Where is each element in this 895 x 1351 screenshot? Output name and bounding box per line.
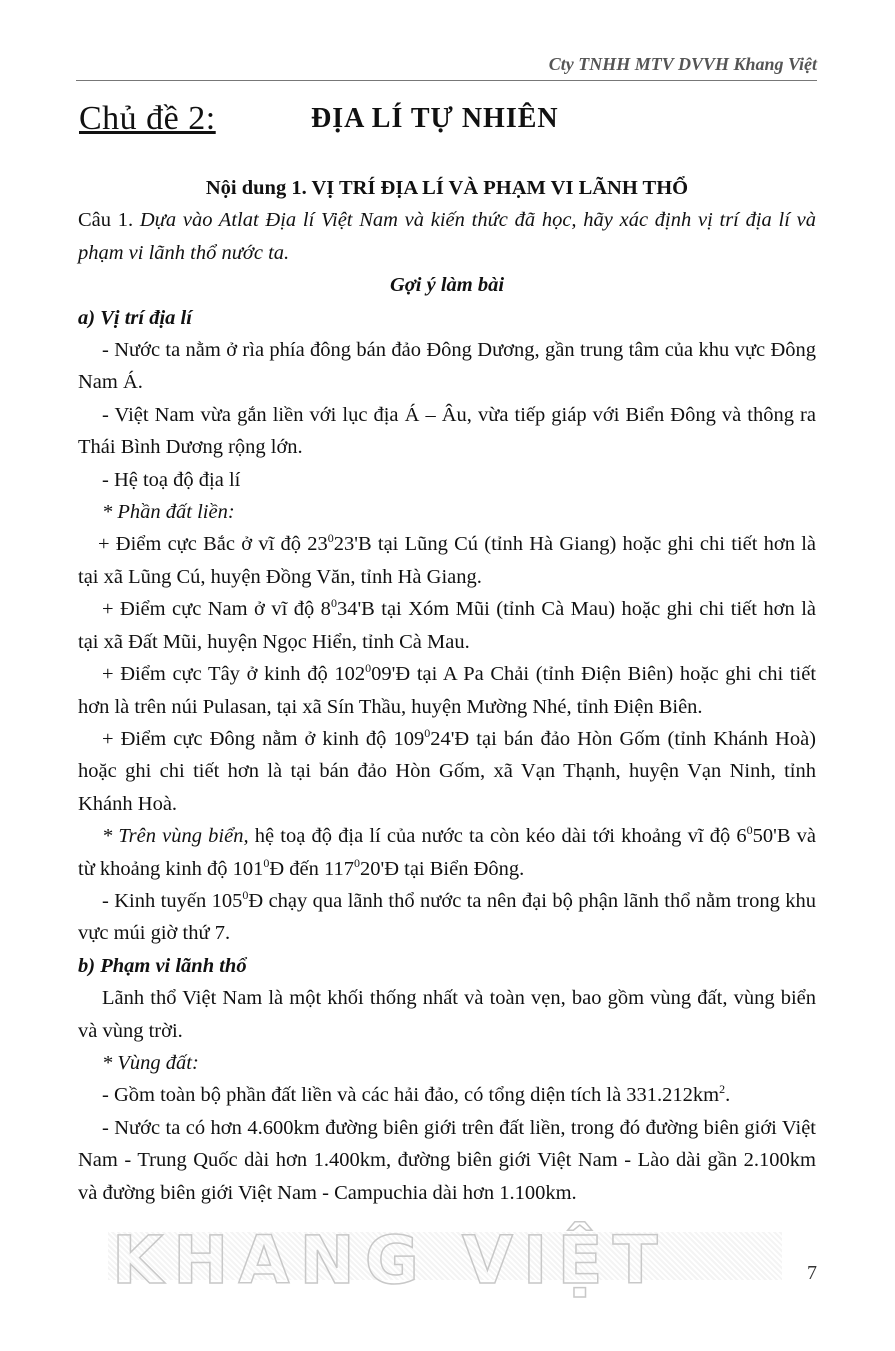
running-header: Cty TNHH MTV DVVH Khang Việt — [548, 54, 817, 74]
chapter-title: ĐỊA LÍ TỰ NHIÊN — [311, 103, 559, 134]
page-number: 7 — [807, 1262, 817, 1284]
section-heading: Nội dung 1. VỊ TRÍ ĐỊA LÍ VÀ PHẠM VI LÃNH THỔ — [205, 177, 689, 199]
page-body — [78, 172, 816, 1209]
question — [78, 204, 816, 269]
extreme-point-west: + Điểm cực Tây ở kinh độ $102^009'Đ$ tại A Pa Chải (tỉnh Điện Biên) hoặc ghi chi tiết hơn là trên núi Pulasan, tại xã Sín Thầu, huyện Mường Nhé, tỉnh Điện Biên. — [78, 661, 817, 718]
area-paragraph: - Gồm toàn bộ phần đất liền và các hải đảo, có tổng diện tích là $331.212km^2$. — [102, 1082, 731, 1107]
extreme-point-east: + Điểm cực Đông nằm ở kinh độ $109^024'Đ$ tại bán đảo Hòn Gốm (tỉnh Khánh Hoà) hoặc ghi chi tiết hơn là tại bán đảo Hòn Gốm, xã Vạn Thạnh, huyện Vạn Ninh, tỉnh Khánh Hoà. — [78, 725, 816, 815]
paragraph: - Nước ta nằm ở rìa phía đông bán đảo Đông Dương, gần trung tâm của khu vực Đông Nam Á. — [78, 339, 816, 394]
chapter-label: Chủ đề 2: — [79, 100, 216, 137]
question-label: Câu 1. — [78, 209, 134, 232]
paragraph: - Hệ toạ độ địa lí — [102, 468, 241, 491]
land-subheading: * Vùng đất: — [102, 1051, 199, 1074]
part-b-heading: b) Phạm vi lãnh thổ — [78, 954, 247, 977]
part-a-heading: a) Vị trí địa lí — [78, 306, 192, 329]
extreme-point-south: + Điểm cực Nam ở vĩ độ $8^034'B$ tại Xóm Mũi (tỉnh Cà Mau) hoặc ghi chi tiết hơn là tại xã Đất Mũi, huyện Ngọc Hiển, tỉnh Cà Mau. — [78, 596, 816, 653]
border-paragraph: - Nước ta có hơn 4.600km đường biên giới trên đất liền, trong đó đường biên giới Việt Nam - Trung Quốc dài hơn 1.400km, đường biên giới Việt Nam - Lào dài gần 2.100km và đường biên giới Việt Nam - Campuchia dài hơn 1.100km. — [78, 1116, 816, 1204]
meridian-paragraph: - Kinh tuyến $105^0Đ$ chạy qua lãnh thổ nước ta nên đại bộ phận lãnh thổ nằm trong khu vực múi giờ thứ 7. — [78, 887, 816, 945]
land-subheading: * Phần đất liền: — [102, 501, 235, 524]
question-text: Dựa vào Atlat Địa lí Việt Nam và kiến thức đã học, hãy xác định vị trí địa lí và phạm vi lãnh thổ nước ta. — [78, 209, 817, 264]
extreme-point-north: + Điểm cực Bắc ở vĩ độ $23^023'B$ tại Lũng Cú (tỉnh Hà Giang) hoặc ghi chi tiết hơn là tại xã Lũng Cú, huyện Đồng Văn, tỉnh Hà Giang. — [78, 531, 817, 588]
paragraph: - Việt Nam vừa gắn liền với lục địa Á – Âu, vừa tiếp giáp với Biển Đông và thông ra Thái Bình Dương rộng lớn. — [78, 403, 816, 459]
watermark: KHANG VIỆT — [112, 1222, 668, 1299]
header-divider — [76, 80, 817, 81]
answer-heading: Gợi ý làm bài — [389, 274, 505, 297]
sea-coordinates: * Trên vùng biển, hệ toạ độ địa lí của nước ta còn kéo dài tới khoảng vĩ độ $6^050'B$ và từ khoảng kinh độ $101^0Đ$ đến $117^020'Đ$ tại Biển Đông. — [78, 823, 817, 880]
paragraph: Lãnh thổ Việt Nam là một khối thống nhất và toàn vẹn, bao gồm vùng đất, vùng biển và vùng trời. — [78, 987, 816, 1042]
